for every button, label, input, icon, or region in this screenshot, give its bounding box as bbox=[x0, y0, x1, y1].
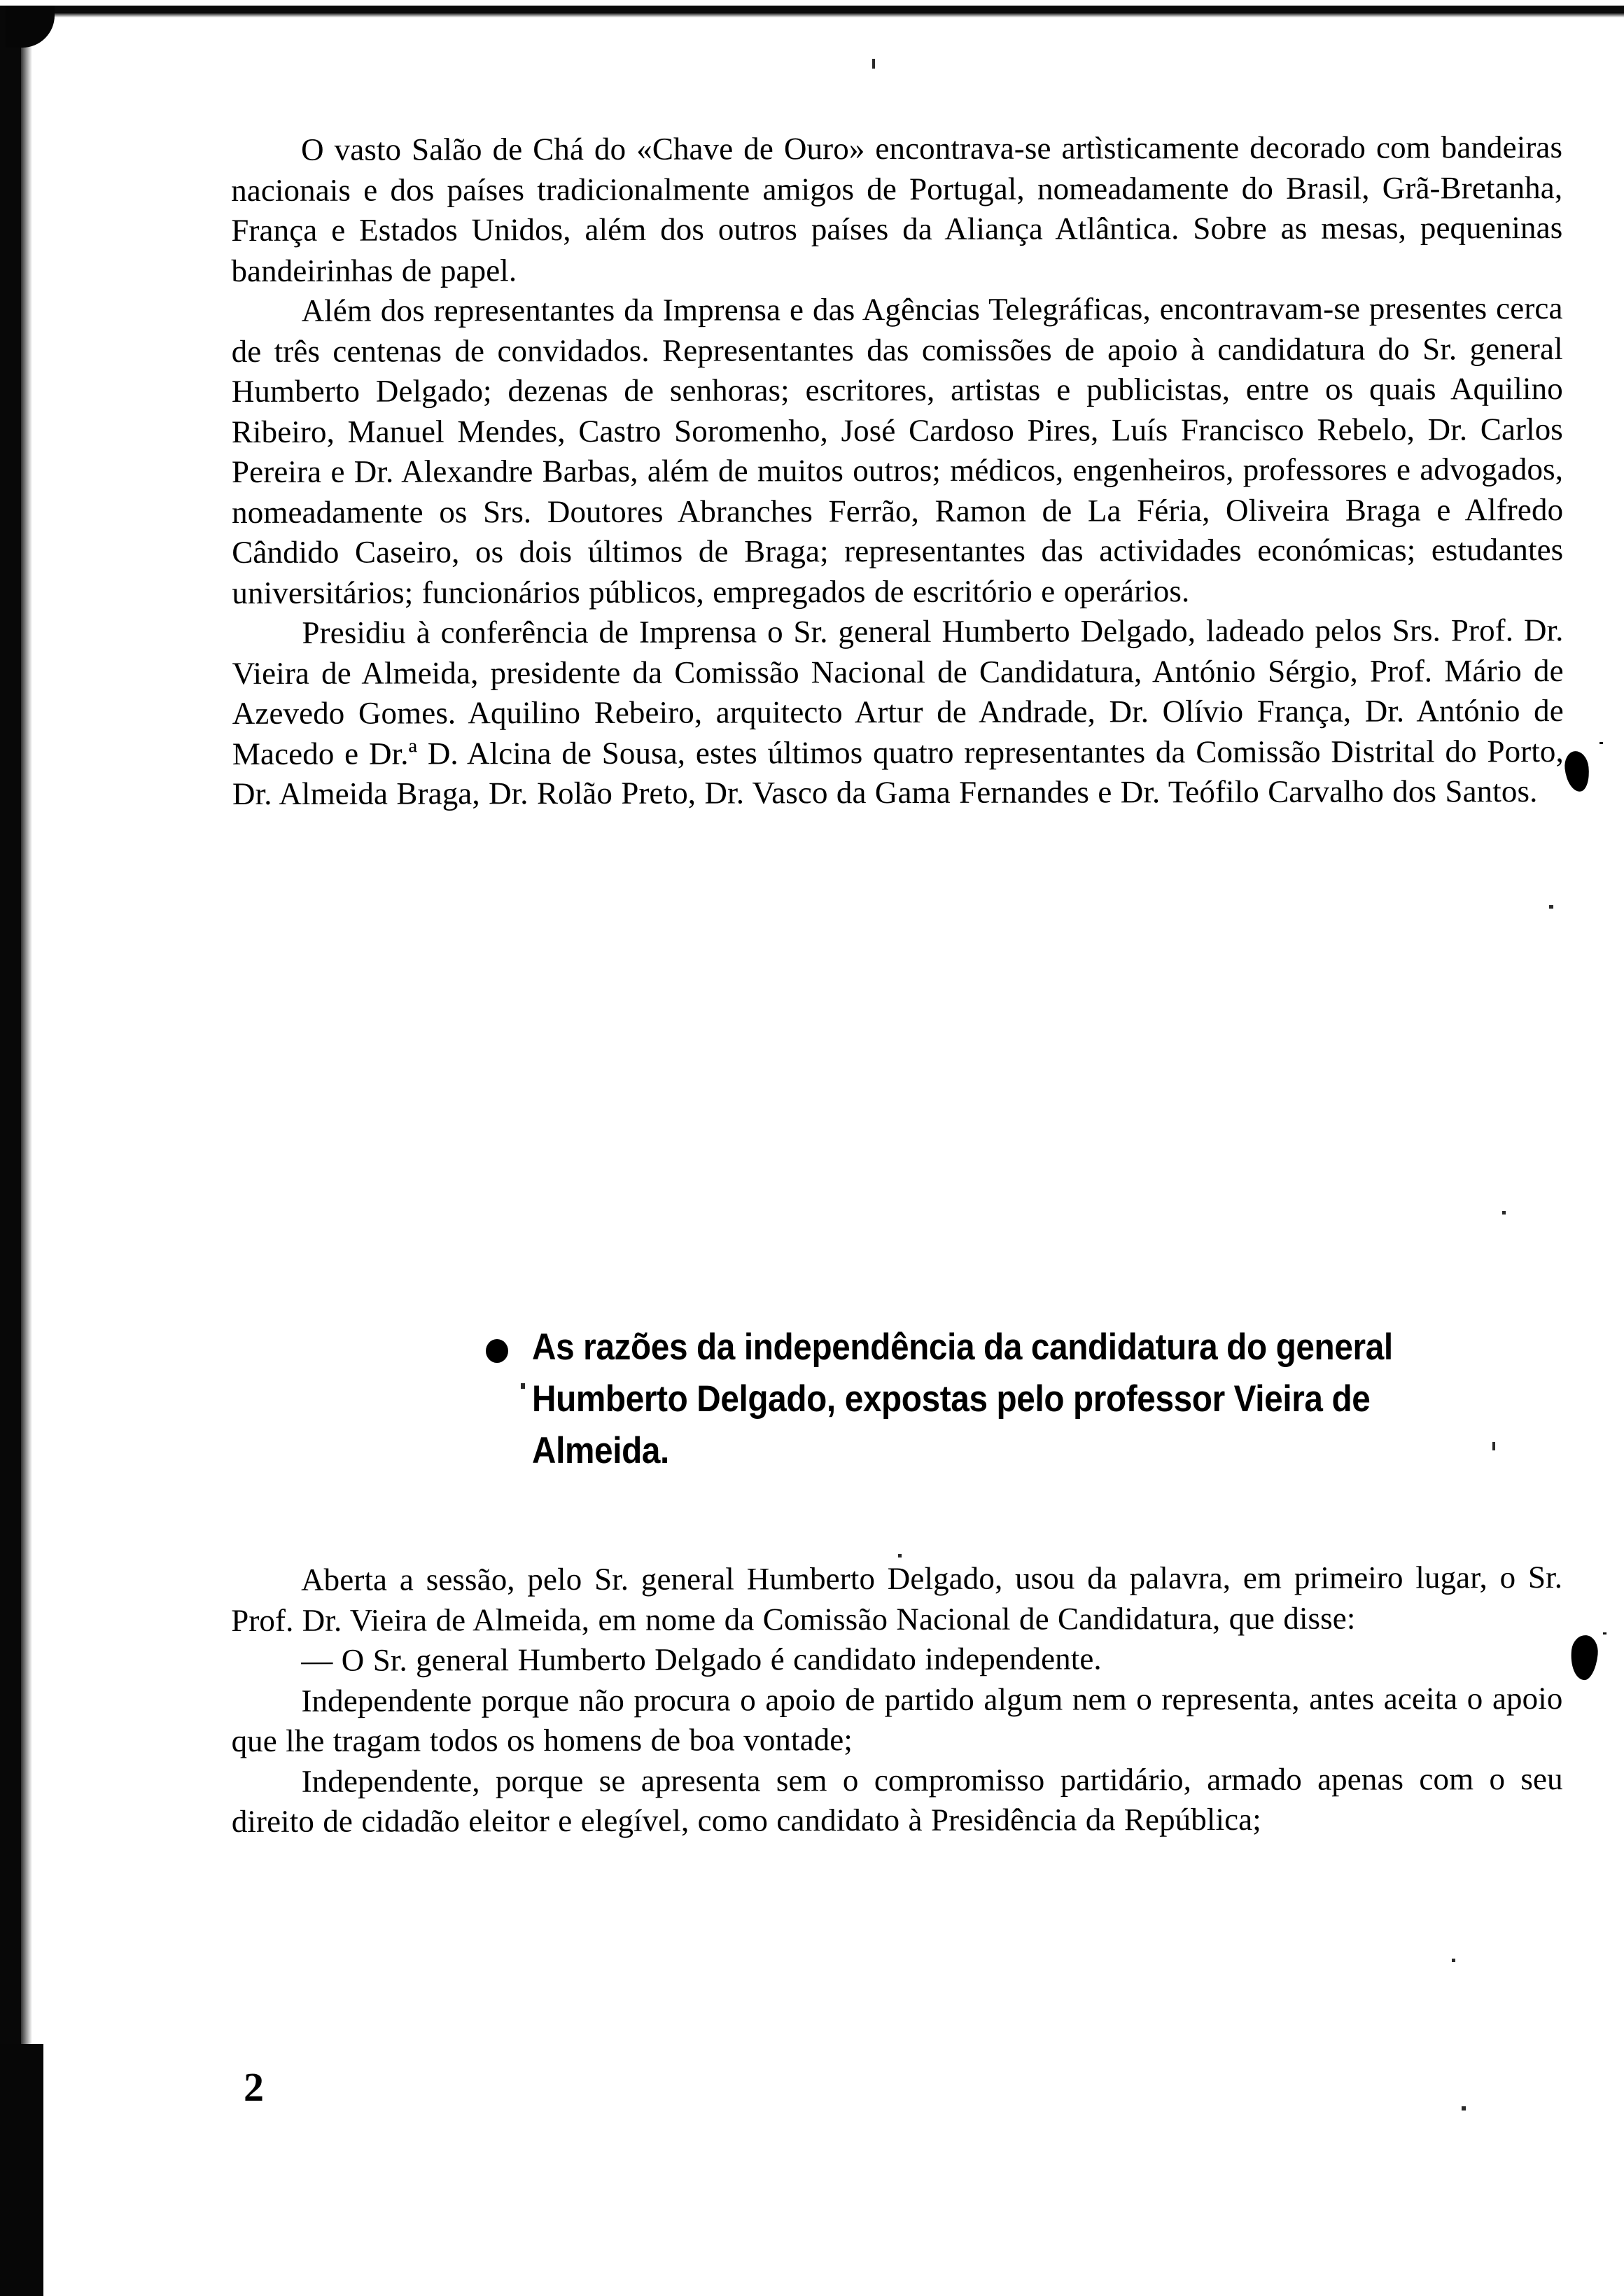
scan-edge-top bbox=[0, 6, 1624, 13]
page-speck bbox=[1502, 1211, 1506, 1214]
bullet-icon bbox=[486, 1339, 508, 1363]
scan-edge-top-fade bbox=[0, 13, 1624, 18]
paragraph-presidiu: Presidiu à conferência de Imprensa o Sr. general Humberto Delgado, ladeado pelos Srs. Prof. Dr. Vieira de Almeida, presidente da Comissão Nacional de Candidatura, António Sérgio, Prof. Mário de Azevedo Gomes. Aquilino Rebeiro, arquitecto Artur de Andrade, Dr. Olívio França, Dr. António de Macedo e Dr.ª D. Alcina de Sousa, estes últimos quatro representantes da Comissão Distrital do Porto, Dr. Almeida Braga, Dr. Rolão Preto, Dr. Vasco da Gama Fernandes e Dr. Teófilo Carvalho dos Santos. bbox=[232, 612, 1564, 811]
section-headline: As razões da independência da candidatura do general Humberto Delgado, expostas pelo professor Vieira de Almeida. bbox=[532, 1326, 1393, 1471]
paragraph-independente-partido: Independente porque não procura o apoio de partido algum nem o representa, antes aceita o apoio que lhe tragam todos os homens de boa vontade; bbox=[231, 1680, 1563, 1758]
ink-blot-upper bbox=[1563, 750, 1591, 792]
paragraph-candidato-independente: — O Sr. general Humberto Delgado é candidato independente. bbox=[301, 1641, 1102, 1678]
scan-edge-left bbox=[0, 6, 21, 2296]
paragraph-salao: O vasto Salão de Chá do «Chave de Ouro» encontrava-se artìsticamente decorado com bandeiras nacionais e dos países tradicionalmente amigos de Portugal, nomeadamente do Brasil, Grã-Bretanha, França e Estados Unidos, além dos outros países da Aliança Atlântica. Sobre as mesas, pequeninas bandeirinhas de papel. bbox=[231, 130, 1563, 288]
page-number: 2 bbox=[244, 2064, 264, 2110]
page-speck bbox=[1452, 1959, 1455, 1962]
page-speck bbox=[521, 1383, 525, 1389]
ink-speck bbox=[1603, 1632, 1606, 1634]
ink-blot-lower bbox=[1569, 1634, 1600, 1681]
paragraph-independente-compromisso: Independente, porque se apresenta sem o compromisso partidário, armado apenas com o seu direito de cidadão eleitor e elegível, como candidato à Presidência da República; bbox=[231, 1760, 1563, 1839]
body-text-lower bbox=[231, 1558, 1563, 1842]
paragraph-imprensa: Além dos representantes da Imprensa e das Agências Telegráficas, encontravam-se presentes cerca de três centenas de convidados. Representantes das comissões de apoio à candidatura do Sr. general Humberto Delgado; dezenas de senhoras; escritores, artistas e publicistas, entre os quais Aquilino Ribeiro, Manuel Mendes, Castro Soromenho, José Cardoso Pires, Luís Francisco Rebelo, Dr. Carlos Pereira e Dr. Alexandre Barbas, além de muitos outros; médicos, engenheiros, professores e advogados, nomeadamente os Srs. Doutores Abranches Ferrão, Ramon de La Féria, Oliveira Braga e Alfredo Cândido Caseiro, os dois últimos de Braga; representantes das actividades económicas; estudantes universitários; funcionários públicos, empregados de escritório e operários. bbox=[231, 290, 1564, 610]
scan-edge-left-fade bbox=[21, 6, 32, 2296]
paragraph-aberta: Aberta a sessão, pelo Sr. general Humberto Delgado, usou da palavra, em primeiro lugar, o Sr. Prof. Dr. Vieira de Almeida, em nome da Comissão Nacional de Candidatura, que disse: bbox=[231, 1560, 1563, 1638]
ink-speck bbox=[1600, 742, 1603, 744]
scan-corner-artifact bbox=[6, 6, 55, 48]
page-speck bbox=[872, 59, 875, 69]
page-speck bbox=[1492, 1442, 1495, 1450]
scan-edge-bottom-left bbox=[0, 2044, 43, 2296]
page-speck bbox=[898, 1554, 902, 1558]
page-speck bbox=[1549, 905, 1553, 909]
body-text-upper bbox=[231, 127, 1564, 814]
page-speck bbox=[1462, 2106, 1466, 2110]
